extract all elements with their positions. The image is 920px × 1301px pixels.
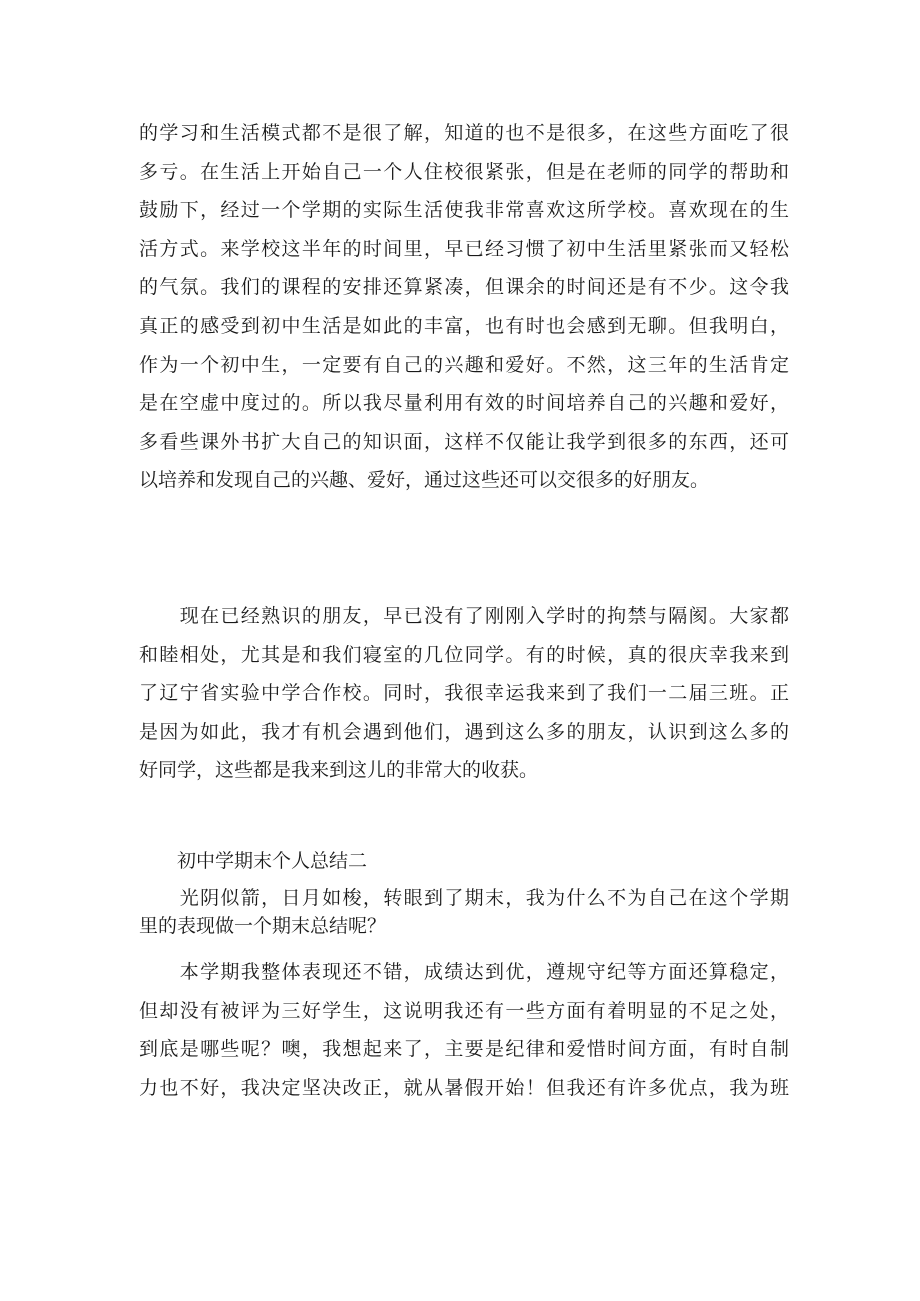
text-line: 好同学，这些都是我来到这儿的非常大的收获。 xyxy=(139,759,539,782)
text-line: 里的表现做一个期末总结呢？ xyxy=(139,915,387,937)
text-line: 的学习和生活模式都不是很了解，知道的也不是很多，在这些方面吃了很 xyxy=(139,122,789,144)
paragraph-friends xyxy=(139,597,789,790)
section-heading xyxy=(139,849,789,873)
text-line: 以培养和发现自己的兴趣、爱好，通过这些还可以交很多的好朋友。 xyxy=(139,469,710,492)
text-line: 光阴似箭，日月如梭，转眼到了期末，我为什么不为自己在这个学期 xyxy=(139,887,789,909)
text-line: 的气氛。我们的课程的安排还算紧凑，但课余的时间还是有不少。这令我 xyxy=(139,276,789,299)
text-line: 力也不好，我决定坚决改正，就从暑假开始！但我还有许多优点，我为班 xyxy=(139,1076,789,1099)
text-line: 是因为如此，我才有机会遇到他们，遇到这么多的朋友，认识到这么多的 xyxy=(139,720,789,743)
text-line: 到底是哪些呢？噢，我想起来了，主要是纪律和爱惜时间方面，有时自制 xyxy=(139,1038,789,1061)
text-line: 本学期我整体表现还不错，成绩达到优，遵规守纪等方面还算稳定， xyxy=(139,961,789,983)
text-line: 现在已经熟识的朋友，早已没有了刚刚入学时的拘禁与隔阂。大家都 xyxy=(139,605,789,627)
text-line: 活方式。来学校这半年的时间里，早已经习惯了初中生活里紧张而又轻松 xyxy=(139,237,789,260)
text-line: 多亏。在生活上开始自己一个人住校很紧张，但是在老师的同学的帮助和 xyxy=(139,160,789,183)
text-line: 是在空虚中度过的。所以我尽量利用有效的时间培养自己的兴趣和爱好， xyxy=(139,392,789,415)
paragraph-semester-review xyxy=(139,953,789,1107)
text-line: 真正的感受到初中生活是如此的丰富，也有时也会感到无聊。但我明白， xyxy=(139,314,789,337)
text-line: 和睦相处，尤其是和我们寝室的几位同学。有的时候，真的很庆幸我来到 xyxy=(139,643,789,666)
text-line: 但却没有被评为三好学生，这说明我还有一些方面有着明显的不足之处， xyxy=(139,999,789,1022)
text-line: 作为一个初中生，一定要有自己的兴趣和爱好。不然，这三年的生活肯定 xyxy=(139,353,789,376)
paragraph-school-life xyxy=(139,114,789,500)
text-line: 了辽宁省实验中学合作校。同时，我很幸运我来到了我们一二届三班。正 xyxy=(139,682,789,705)
text-line: 多看些课外书扩大自己的知识面，这样不仅能让我学到很多的东西，还可 xyxy=(139,430,789,453)
paragraph-intro xyxy=(139,884,789,940)
text-line: 鼓励下，经过一个学期的实际生活使我非常喜欢这所学校。喜欢现在的生 xyxy=(139,199,789,222)
heading-text: 初中学期末个人总结二 xyxy=(139,850,368,872)
